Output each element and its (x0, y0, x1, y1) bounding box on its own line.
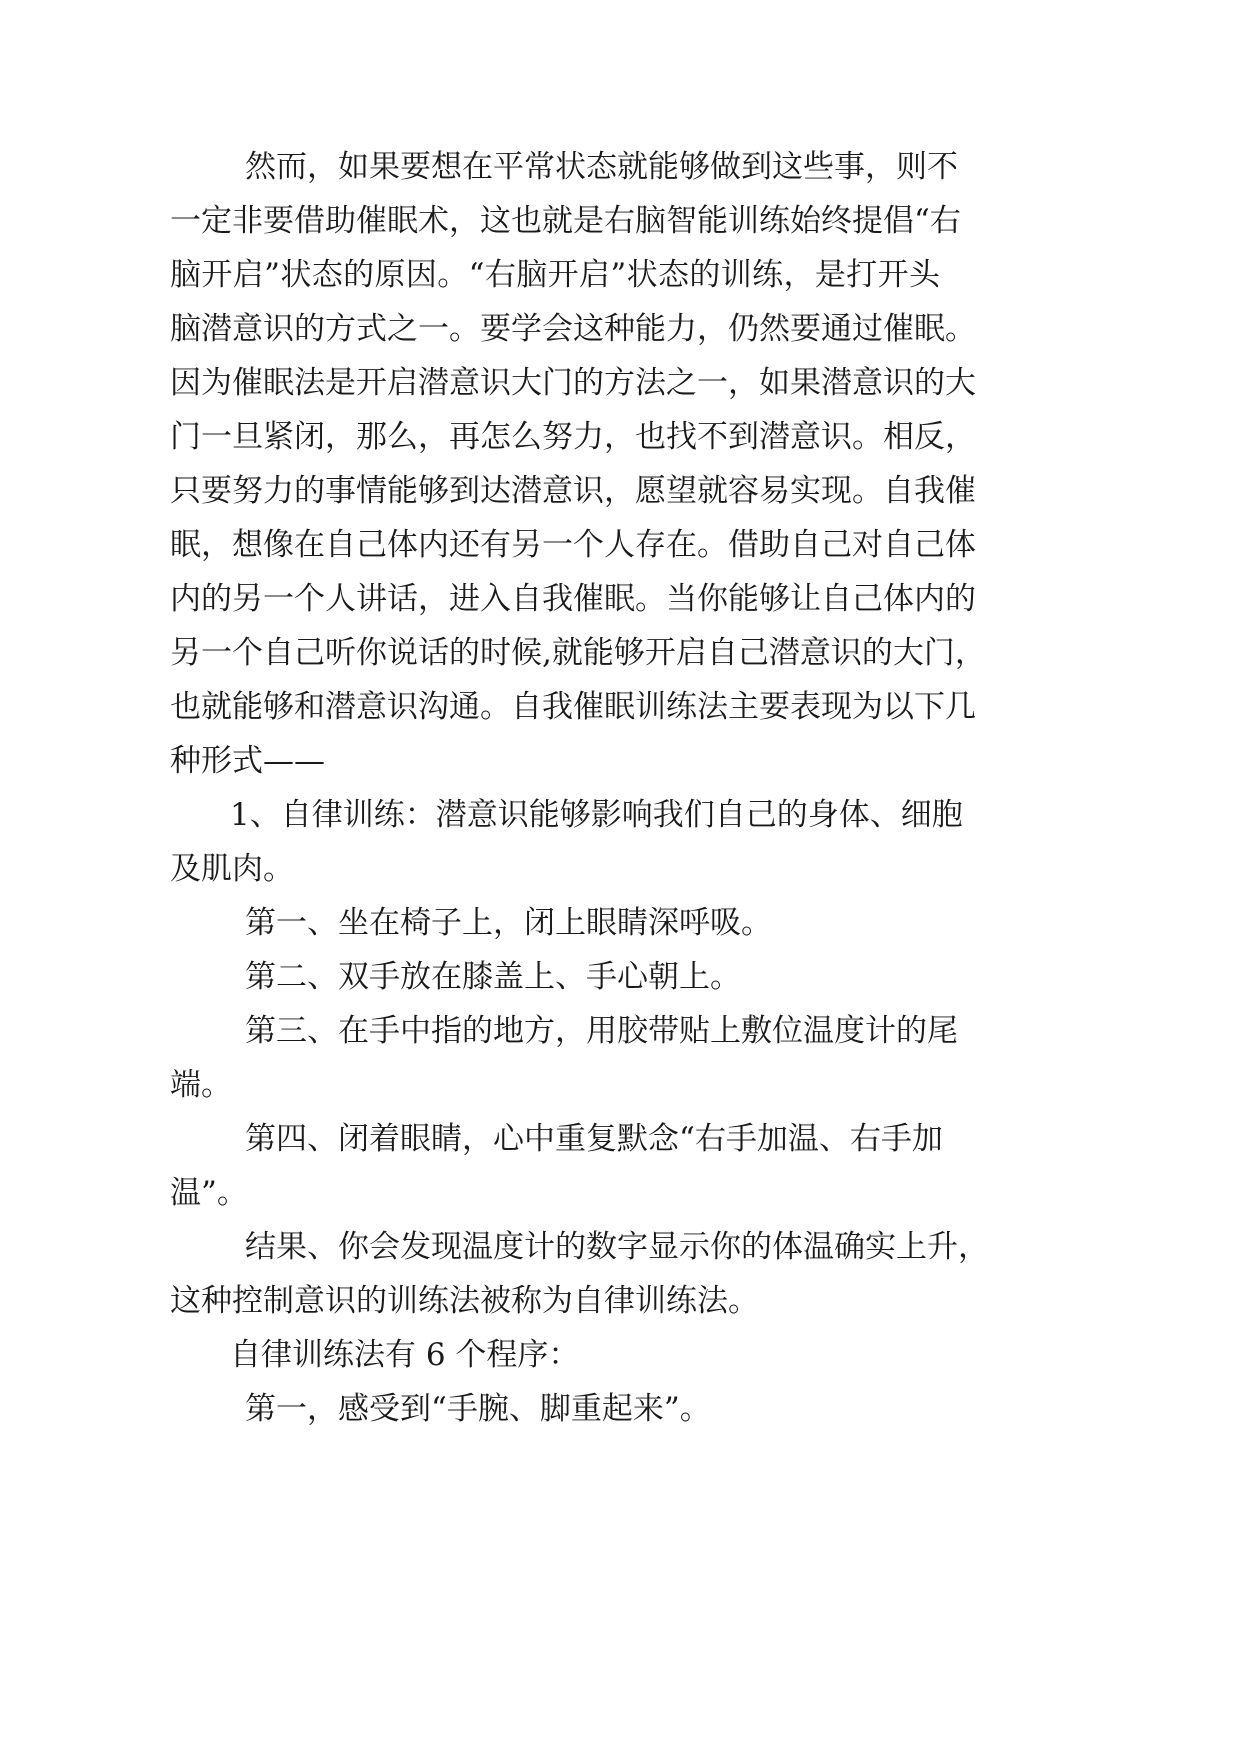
paragraph-1-line-10: 另 一 个 自 己 听 你 说 话 的 时 候 , 就 能 够 开 启 自 己 潜 意 识 的 大 门 ， (170, 635, 986, 671)
paragraph-1-line-2: 一 定 非 要 借 助 催 眠 术 ， 这 也 就 是 右 脑 智 能 训 练 始 终 提 倡 “ 右 (170, 203, 961, 239)
program-step-1: 第一，感受到“手腕、脚重起来”。 (245, 1391, 711, 1427)
paragraph-1-line-5: 因 为 催 眠 法 是 开 启 潜 意 识 大 门 的 方 法 之 一 ， 如 果 潜 意 识 的 大 (170, 365, 976, 401)
item-1-line-2: 及肌肉。 (170, 851, 294, 887)
paragraph-1-line-4: 脑 潜 意 识 的 方 式 之 一 。 要 学 会 这 种 能 力 ， 仍 然 要 通 过 催 眠 。 (170, 311, 976, 347)
result-line-1: 结 果 、 你 会 发 现 温 度 计 的 数 字 显 示 你 的 体 温 确 实 上 升 ， (245, 1229, 989, 1265)
step-3-line-1: 第 三 、 在 手 中 指 的 地 方 ， 用 胶 带 贴 上 敷 位 温 度 计 的 尾 (245, 1013, 958, 1049)
step-4-line-2: 温”。 (170, 1175, 248, 1211)
paragraph-1-line-12: 种形式—— (170, 743, 325, 779)
step-1: 第一、坐在椅子上，闭上眼睛深呼吸。 (245, 905, 772, 941)
program-intro: 自律训练法有 6 个程序： (230, 1337, 580, 1373)
paragraph-1-line-1: 然 而 ， 如 果 要 想 在 平 常 状 态 就 能 够 做 到 这 些 事 ， 则 不 (245, 149, 958, 185)
paragraph-1-line-11: 也 就 能 够 和 潜 意 识 沟 通 。 自 我 催 眠 训 练 法 主 要 表 现 为 以 下 几 (170, 689, 976, 725)
step-4-line-1: 第 四 、 闭 着 眼 睛 ， 心 中 重 复 默 念 “ 右 手 加 温 、 右 手 加 (245, 1121, 943, 1157)
step-2: 第二、双手放在膝盖上、手心朝上。 (245, 959, 741, 995)
paragraph-1-line-9: 内 的 另 一 个 人 讲 话 ， 进 入 自 我 催 眠 。 当 你 能 够 让 自 己 体 内 的 (170, 581, 976, 617)
result-line-2: 这种控制意识的训练法被称为自律训练法。 (170, 1283, 759, 1319)
step-3-line-2: 端。 (170, 1067, 232, 1103)
item-1-line-1: 1 、 自 律 训 练 ： 潜 意 识 能 够 影 响 我 们 自 己 的 身 体 、 细 胞 (230, 797, 963, 833)
paragraph-1-line-3: 脑 开 启 ” 状 态 的 原 因 。 “ 右 脑 开 启 ” 状 态 的 训 练 ， 是 打 开 头 (170, 257, 940, 293)
paragraph-1-line-6: 门 一 旦 紧 闭 ， 那 么 ， 再 怎 么 努 力 ， 也 找 不 到 潜 意 识 。 相 反 ， (170, 419, 976, 455)
paragraph-1-line-7: 只 要 努 力 的 事 情 能 够 到 达 潜 意 识 ， 愿 望 就 容 易 实 现 。 自 我 催 (170, 473, 976, 509)
paragraph-1-line-8: 眠 ， 想 像 在 自 己 体 内 还 有 另 一 个 人 存 在 。 借 助 自 己 对 自 己 体 (170, 527, 976, 563)
